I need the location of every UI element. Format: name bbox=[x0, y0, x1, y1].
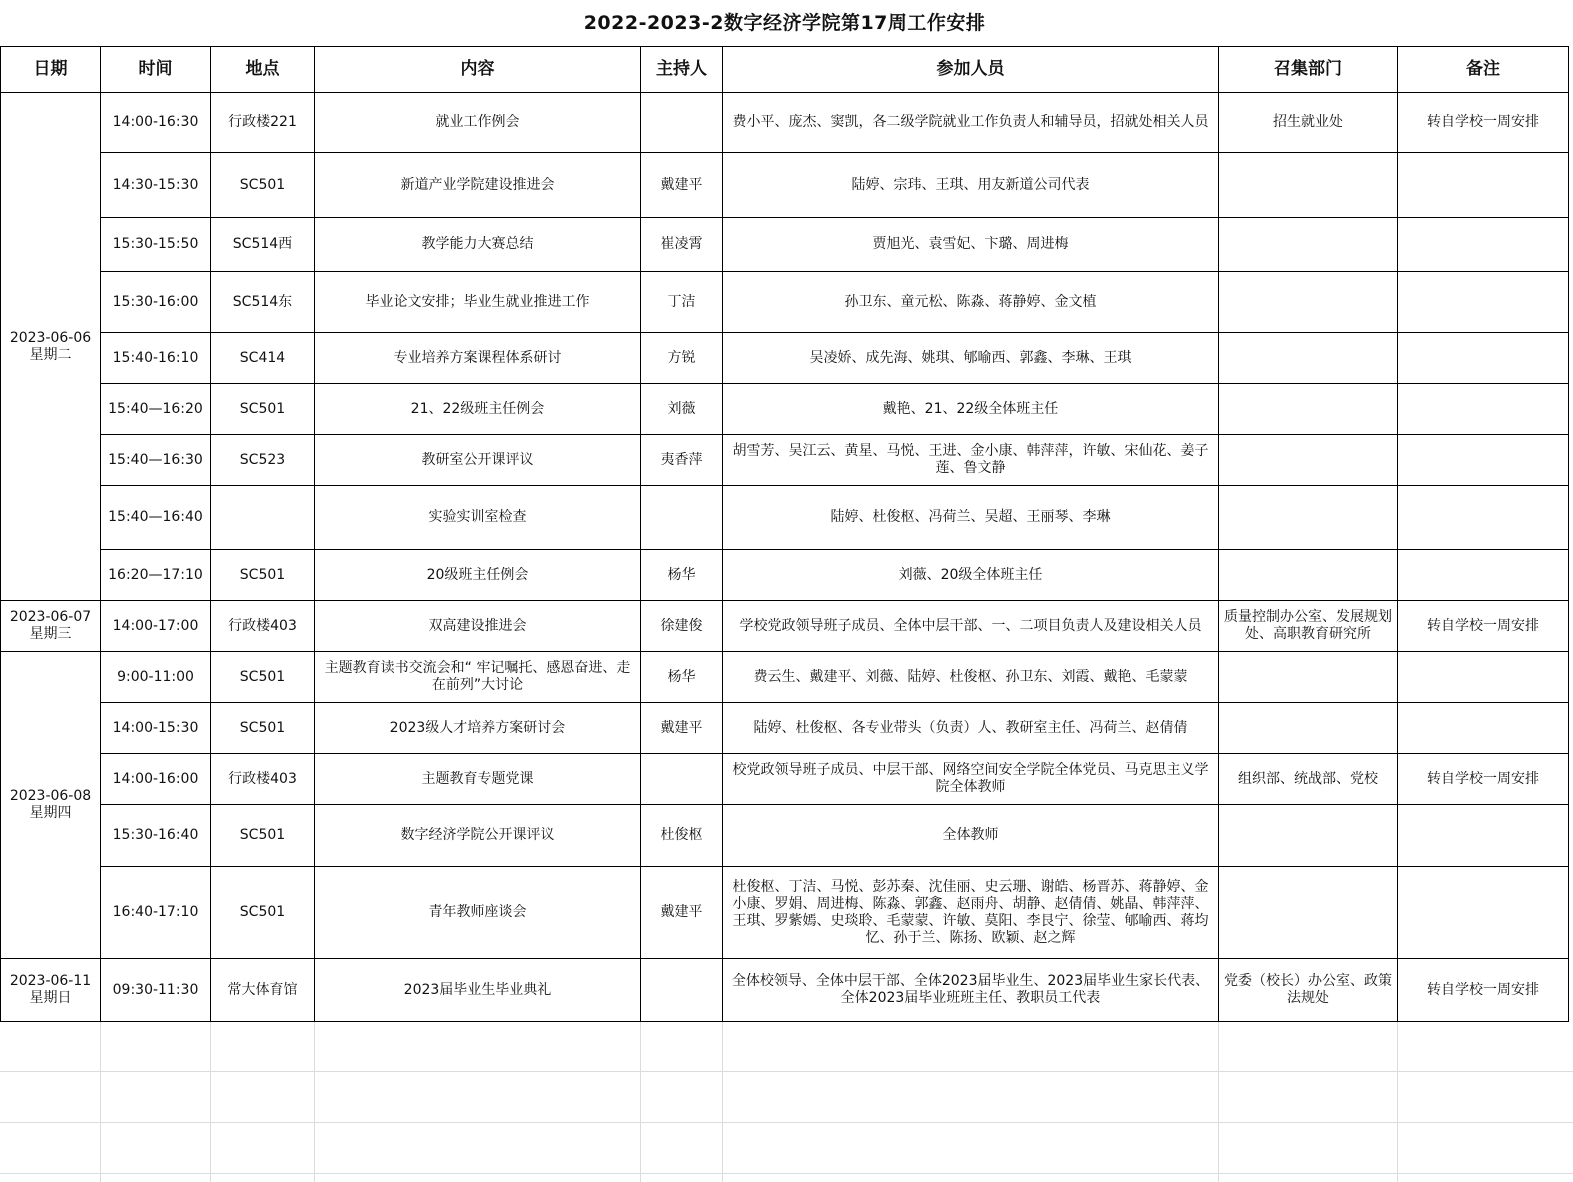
host-cell: 夷香萍 bbox=[641, 435, 723, 486]
header-place: 地点 bbox=[211, 47, 315, 93]
dept-cell bbox=[1219, 333, 1398, 384]
content-cell: 2023级人才培养方案研讨会 bbox=[315, 703, 641, 754]
schedule-row bbox=[1, 867, 1569, 959]
host-cell: 杨华 bbox=[641, 652, 723, 703]
time-cell: 15:40—16:30 bbox=[101, 435, 211, 486]
schedule-row bbox=[1, 384, 1569, 435]
place-cell: SC514西 bbox=[211, 218, 315, 272]
schedule-row bbox=[1, 703, 1569, 754]
host-cell: 杜俊枢 bbox=[641, 805, 723, 867]
time-cell: 14:00-17:00 bbox=[101, 601, 211, 652]
note-cell: 转自学校一周安排 bbox=[1398, 601, 1569, 652]
dept-cell bbox=[1219, 652, 1398, 703]
place-cell: SC523 bbox=[211, 435, 315, 486]
schedule-row bbox=[1, 486, 1569, 550]
host-cell bbox=[641, 486, 723, 550]
attendees-cell: 吴凌娇、成先海、姚琪、郇喻西、郭鑫、李琳、王琪 bbox=[723, 333, 1219, 384]
date-value: 2023-06-11 bbox=[9, 973, 92, 989]
note-cell bbox=[1398, 652, 1569, 703]
host-cell: 徐建俊 bbox=[641, 601, 723, 652]
attendees-cell: 胡雪芳、吴江云、黄星、马悦、王进、金小康、韩萍萍，许敏、宋仙花、姜子莲、鲁文静 bbox=[723, 435, 1219, 486]
date-value: 2023-06-06 bbox=[9, 329, 92, 346]
date-value: 2023-06-08 bbox=[9, 788, 92, 804]
schedule-row bbox=[1, 754, 1569, 805]
weekday-value: 星期日 bbox=[29, 990, 72, 1006]
attendees-cell: 校党政领导班子成员、中层干部、网络空间安全学院全体党员、马克思主义学院全体教师 bbox=[723, 754, 1219, 805]
schedule-row bbox=[1, 601, 1569, 652]
time-cell: 15:30-15:50 bbox=[101, 218, 211, 272]
time-cell: 15:30-16:40 bbox=[101, 805, 211, 867]
time-cell: 14:00-16:00 bbox=[101, 754, 211, 805]
host-cell: 戴建平 bbox=[641, 703, 723, 754]
time-cell: 14:30-15:30 bbox=[101, 153, 211, 218]
schedule-row bbox=[1, 550, 1569, 601]
weekday-value: 星期四 bbox=[29, 805, 72, 821]
header-date: 日期 bbox=[1, 47, 101, 93]
attendees-cell: 费云生、戴建平、刘薇、陆婷、杜俊枢、孙卫东、刘霞、戴艳、毛蒙蒙 bbox=[723, 652, 1219, 703]
place-cell: 行政楼221 bbox=[211, 93, 315, 153]
schedule-row bbox=[1, 93, 1569, 153]
place-cell: 常大体育馆 bbox=[211, 959, 315, 1022]
place-cell: SC501 bbox=[211, 703, 315, 754]
note-cell bbox=[1398, 384, 1569, 435]
note-cell bbox=[1398, 867, 1569, 959]
schedule-row bbox=[1, 959, 1569, 1022]
host-cell: 方锐 bbox=[641, 333, 723, 384]
attendees-cell: 费小平、庞杰、窦凯，各二级学院就业工作负责人和辅导员，招就处相关人员 bbox=[723, 93, 1219, 153]
schedule-row bbox=[1, 652, 1569, 703]
header-row bbox=[1, 47, 1569, 93]
dept-cell bbox=[1219, 384, 1398, 435]
content-cell: 双高建设推进会 bbox=[315, 601, 641, 652]
host-cell: 戴建平 bbox=[641, 867, 723, 959]
schedule-row bbox=[1, 435, 1569, 486]
note-cell bbox=[1398, 550, 1569, 601]
schedule-row bbox=[1, 805, 1569, 867]
time-cell: 16:20—17:10 bbox=[101, 550, 211, 601]
note-cell: 转自学校一周安排 bbox=[1398, 754, 1569, 805]
dept-cell bbox=[1219, 867, 1398, 959]
attendees-cell: 陆婷、宗玮、王琪、用友新道公司代表 bbox=[723, 153, 1219, 218]
host-cell bbox=[641, 754, 723, 805]
place-cell: SC501 bbox=[211, 153, 315, 218]
dept-cell: 组织部、统战部、党校 bbox=[1219, 754, 1398, 805]
header-content: 内容 bbox=[315, 47, 641, 93]
host-cell bbox=[641, 93, 723, 153]
content-cell: 数字经济学院公开课评议 bbox=[315, 805, 641, 867]
note-cell bbox=[1398, 703, 1569, 754]
page-title: 2022-2023-2数字经济学院第17周工作安排 bbox=[1, 0, 1569, 47]
note-cell bbox=[1398, 486, 1569, 550]
content-cell: 教学能力大赛总结 bbox=[315, 218, 641, 272]
dept-cell bbox=[1219, 550, 1398, 601]
header-attendees: 参加人员 bbox=[723, 47, 1219, 93]
time-cell: 15:40—16:20 bbox=[101, 384, 211, 435]
note-cell bbox=[1398, 218, 1569, 272]
weekday-value: 星期三 bbox=[29, 626, 72, 642]
time-cell: 15:30-16:00 bbox=[101, 272, 211, 333]
attendees-cell: 陆婷、杜俊枢、各专业带头（负责）人、教研室主任、冯荷兰、赵倩倩 bbox=[723, 703, 1219, 754]
attendees-cell: 戴艳、21、22级全体班主任 bbox=[723, 384, 1219, 435]
time-cell: 15:40-16:10 bbox=[101, 333, 211, 384]
dept-cell bbox=[1219, 486, 1398, 550]
dept-cell bbox=[1219, 153, 1398, 218]
place-cell: SC501 bbox=[211, 384, 315, 435]
content-cell: 实验实训室检查 bbox=[315, 486, 641, 550]
time-cell: 9:00-11:00 bbox=[101, 652, 211, 703]
date-cell bbox=[1, 959, 101, 1022]
host-cell: 戴建平 bbox=[641, 153, 723, 218]
place-cell: SC501 bbox=[211, 550, 315, 601]
dept-cell: 招生就业处 bbox=[1219, 93, 1398, 153]
note-cell: 转自学校一周安排 bbox=[1398, 959, 1569, 1022]
attendees-cell: 陆婷、杜俊枢、冯荷兰、吴超、王丽琴、李琳 bbox=[723, 486, 1219, 550]
dept-cell bbox=[1219, 703, 1398, 754]
dept-cell bbox=[1219, 805, 1398, 867]
host-cell bbox=[641, 959, 723, 1022]
header-host: 主持人 bbox=[641, 47, 723, 93]
header-note: 备注 bbox=[1398, 47, 1569, 93]
date-cell bbox=[1, 601, 101, 652]
date-cell bbox=[1, 652, 101, 959]
time-cell: 16:40-17:10 bbox=[101, 867, 211, 959]
note-cell bbox=[1398, 153, 1569, 218]
host-cell: 崔凌霄 bbox=[641, 218, 723, 272]
note-cell bbox=[1398, 805, 1569, 867]
host-cell: 丁洁 bbox=[641, 272, 723, 333]
attendees-cell: 孙卫东、童元松、陈淼、蒋静婷、金文植 bbox=[723, 272, 1219, 333]
attendees-cell: 杜俊枢、丁洁、马悦、彭苏秦、沈佳丽、史云珊、谢皓、杨晋苏、蒋静婷、金小康、罗娟、周进梅、陈淼、郭鑫、赵雨舟、胡静、赵倩倩、姚晶、韩萍萍、王琪、罗紫嫣、史琰聆、毛蒙蒙、许敏、莫阳、李艮宁、徐莹、郇喻西、蒋均忆、孙于兰、陈扬、欧颖、赵之辉 bbox=[723, 867, 1219, 959]
note-cell bbox=[1398, 435, 1569, 486]
place-cell bbox=[211, 486, 315, 550]
attendees-cell: 全体教师 bbox=[723, 805, 1219, 867]
time-cell: 14:00-16:30 bbox=[101, 93, 211, 153]
content-cell: 教研室公开课评议 bbox=[315, 435, 641, 486]
time-cell: 15:40—16:40 bbox=[101, 486, 211, 550]
content-cell: 新道产业学院建设推进会 bbox=[315, 153, 641, 218]
content-cell: 青年教师座谈会 bbox=[315, 867, 641, 959]
dept-cell: 党委（校长）办公室、政策法规处 bbox=[1219, 959, 1398, 1022]
dept-cell: 质量控制办公室、发展规划处、高职教育研究所 bbox=[1219, 601, 1398, 652]
content-cell: 毕业论文安排；毕业生就业推进工作 bbox=[315, 272, 641, 333]
place-cell: SC501 bbox=[211, 867, 315, 959]
content-cell: 21、22级班主任例会 bbox=[315, 384, 641, 435]
note-cell bbox=[1398, 333, 1569, 384]
schedule-row bbox=[1, 153, 1569, 218]
content-cell: 就业工作例会 bbox=[315, 93, 641, 153]
content-cell: 主题教育专题党课 bbox=[315, 754, 641, 805]
note-cell bbox=[1398, 272, 1569, 333]
place-cell: SC514东 bbox=[211, 272, 315, 333]
note-cell: 转自学校一周安排 bbox=[1398, 93, 1569, 153]
header-dept: 召集部门 bbox=[1219, 47, 1398, 93]
schedule-row bbox=[1, 218, 1569, 272]
header-time: 时间 bbox=[101, 47, 211, 93]
place-cell: SC414 bbox=[211, 333, 315, 384]
weekday-value: 星期二 bbox=[29, 346, 72, 363]
host-cell: 刘薇 bbox=[641, 384, 723, 435]
dept-cell bbox=[1219, 435, 1398, 486]
schedule-row bbox=[1, 272, 1569, 333]
place-cell: 行政楼403 bbox=[211, 601, 315, 652]
attendees-cell: 刘薇、20级全体班主任 bbox=[723, 550, 1219, 601]
dept-cell bbox=[1219, 272, 1398, 333]
attendees-cell: 贾旭光、袁雪妃、卞璐、周进梅 bbox=[723, 218, 1219, 272]
attendees-cell: 学校党政领导班子成员、全体中层干部、一、二项目负责人及建设相关人员 bbox=[723, 601, 1219, 652]
attendees-cell: 全体校领导、全体中层干部、全体2023届毕业生、2023届毕业生家长代表、全体2023届毕业班班主任、教职员工代表 bbox=[723, 959, 1219, 1022]
place-cell: SC501 bbox=[211, 652, 315, 703]
content-cell: 2023届毕业生毕业典礼 bbox=[315, 959, 641, 1022]
schedule-row bbox=[1, 333, 1569, 384]
time-cell: 09:30-11:30 bbox=[101, 959, 211, 1022]
date-value: 2023-06-07 bbox=[9, 609, 92, 625]
host-cell: 杨华 bbox=[641, 550, 723, 601]
content-cell: 主题教育读书交流会和“ 牢记嘱托、感恩奋进、走在前列”大讨论 bbox=[315, 652, 641, 703]
place-cell: 行政楼403 bbox=[211, 754, 315, 805]
content-cell: 20级班主任例会 bbox=[315, 550, 641, 601]
date-cell bbox=[1, 93, 101, 601]
time-cell: 14:00-15:30 bbox=[101, 703, 211, 754]
dept-cell bbox=[1219, 218, 1398, 272]
content-cell: 专业培养方案课程体系研讨 bbox=[315, 333, 641, 384]
place-cell: SC501 bbox=[211, 805, 315, 867]
